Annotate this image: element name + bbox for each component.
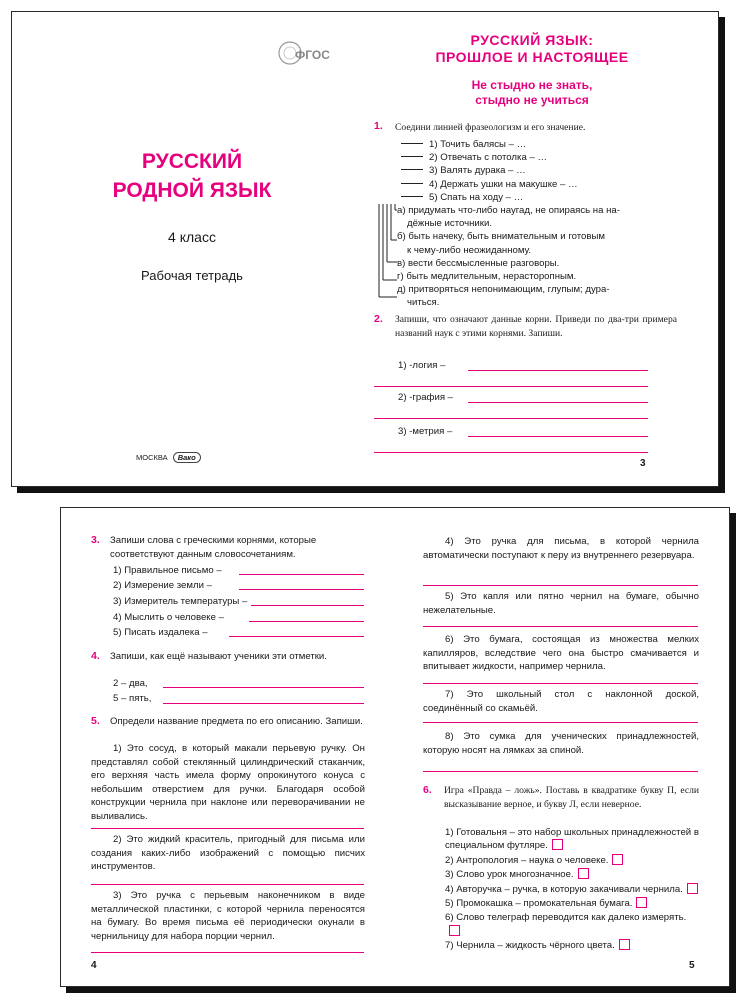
task6-statements	[445, 826, 701, 953]
meaning-item: б) быть начеку, быть внимательным и готовым	[397, 231, 605, 243]
answer-line[interactable]	[229, 636, 364, 637]
answer-line[interactable]	[423, 771, 698, 772]
answer-line[interactable]	[163, 703, 364, 704]
idiom-item: 4) Держать ушки на макушке – …	[401, 178, 578, 191]
answer-line[interactable]	[423, 626, 698, 627]
meaning-item: к чему-либо неожиданному.	[407, 244, 532, 256]
cover-title-line1: РУССКИЙ	[141, 150, 243, 173]
description-4: 4) Это ручка для письма, в которой чернила автоматически поступают к перу из внутреннего резервуара.	[423, 536, 699, 561]
meaning-item: читься.	[407, 297, 440, 309]
cover-subtitle: Рабочая тетрадь	[141, 268, 243, 283]
publisher-block	[136, 452, 201, 463]
idiom-item: 1) Точить балясы – …	[401, 138, 578, 151]
task5-description-2: 2) Это жидкий краситель, пригодный для письма или создания каких-либо изображений с помощью писчих инструментов.	[91, 834, 365, 872]
task1-number: 1.	[374, 120, 383, 132]
cover-title-line2: РОДНОЙ ЯЗЫК	[112, 179, 272, 202]
page5-number: 5	[689, 960, 695, 971]
task1-idioms	[401, 138, 578, 204]
task3-item: 2) Измерение земли –	[113, 580, 212, 591]
meaning-item: дёжные источники.	[407, 218, 492, 230]
statement-item: 4) Авторучка – ручка, в которую закачивали чернила.	[445, 883, 701, 896]
task6-text: Игра «Правда – ложь». Поставь в квадратике букву П, если высказывание верное, и букву Л, если неверное.	[444, 785, 699, 810]
answer-line[interactable]	[423, 683, 698, 684]
task3-item: 5) Писать издалека –	[113, 627, 208, 638]
page3-heading-line1: РУССКИЙ ЯЗЫК:	[470, 32, 594, 48]
task1-meanings	[397, 204, 620, 310]
page4-number: 4	[91, 960, 97, 971]
fgos-logo	[275, 36, 330, 75]
page3-number: 3	[640, 458, 646, 469]
answer-line[interactable]	[374, 418, 648, 419]
answer-checkbox[interactable]	[619, 939, 630, 950]
task3-number: 3.	[91, 534, 100, 546]
task5-description-1: 1) Это сосуд, в который макали перьевую ручку. Он представлял собой стеклянный цилиндрический стаканчик, его верхняя часть имела форму опрокинутого конуса с небольшим отверстием для ручки. Благодаря особой конструкции чернила при наклоне или переворачивании не выливались.	[91, 743, 365, 822]
idiom-item: 5) Спать на ходу – …	[401, 191, 578, 204]
cover-grade: 4 класс	[168, 229, 216, 245]
root-grafia: 2) -графия –	[398, 392, 454, 403]
description-8: 8) Это сумка для ученических принадлежностей, которую носят на лямках за спиной.	[423, 731, 699, 756]
task2-number: 2.	[374, 313, 383, 325]
answer-checkbox[interactable]	[687, 883, 698, 894]
answer-line[interactable]	[163, 687, 364, 688]
page3-subheading	[372, 78, 692, 108]
answer-checkbox[interactable]	[552, 839, 563, 850]
answer-line[interactable]	[239, 574, 364, 575]
answer-line[interactable]	[374, 386, 648, 387]
task3-text: Запиши слова с греческими корнями, которые соответствуют данным словосочетаниям.	[110, 535, 317, 560]
answer-checkbox[interactable]	[612, 854, 623, 865]
spread-cover-page3	[11, 11, 719, 487]
answer-checkbox[interactable]	[449, 925, 460, 936]
answer-line[interactable]	[91, 828, 364, 829]
publisher-logo: Вако	[173, 452, 201, 463]
idiom-item: 3) Валять дурака – …	[401, 164, 578, 177]
description-7: 7) Это школьный стол с наклонной доской, соединённый со скамьёй.	[423, 689, 699, 714]
answer-line[interactable]	[468, 402, 648, 403]
task5-number: 5.	[91, 715, 100, 727]
meaning-item: г) быть медлительным, нерасторопным.	[397, 271, 577, 283]
statement-item: 6) Слово телеграф переводится как далеко измерять.	[445, 911, 701, 938]
page3-heading-line2: ПРОШЛОЕ И НАСТОЯЩЕЕ	[435, 49, 629, 65]
task4-number: 4.	[91, 650, 100, 662]
description-6: 6) Это бумага, состоящая из множества мелких капилляров, вследствие чего она быстро смачивается и впитывает жидкости, например чернила.	[423, 634, 699, 672]
answer-line[interactable]	[91, 884, 364, 885]
description-5: 5) Это капля или пятно чернил на бумаге, обычно нежелательные.	[423, 591, 699, 616]
cover-title	[52, 147, 332, 205]
meaning-item: в) вести бессмысленные разговоры.	[397, 257, 560, 269]
task3-item: 1) Правильное письмо –	[113, 565, 222, 576]
answer-checkbox[interactable]	[578, 868, 589, 879]
task4-item: 5 – пять,	[113, 693, 152, 704]
answer-line[interactable]	[468, 370, 648, 371]
statement-item: 1) Готовальня – это набор школьных принадлежностей в специальном футляре.	[445, 827, 699, 852]
answer-checkbox[interactable]	[636, 897, 647, 908]
task3-item: 4) Мыслить о человеке –	[113, 612, 224, 623]
root-metria: 3) -метрия –	[398, 426, 453, 437]
page3-subheading-line1: Не стыдно не знать,	[471, 78, 593, 92]
meaning-item: д) притворяться непонимающим, глупым; дура-	[397, 284, 610, 296]
root-logia: 1) -логия –	[398, 360, 446, 371]
statement-item: 3) Слово урок многозначное.	[445, 868, 701, 881]
answer-line[interactable]	[249, 621, 364, 622]
answer-line[interactable]	[239, 589, 364, 590]
answer-line[interactable]	[468, 436, 648, 437]
answer-line[interactable]	[251, 605, 364, 606]
idiom-item: 2) Отвечать с потолка – …	[401, 151, 578, 164]
page3-subheading-line2: стыдно не учиться	[475, 93, 589, 107]
task5-text: Определи название предмета по его описанию. Запиши.	[110, 716, 363, 727]
task5-description-3: 3) Это ручка с перьевым наконечником в виде металлической пластинки, с которой чернила переносятся на бумагу. Во время письма её периодически окунали в чернильницу для набора порции чернил.	[91, 890, 365, 942]
task4-text: Запиши, как ещё называют ученики эти отметки.	[110, 651, 327, 662]
bracket-lines	[375, 202, 397, 302]
statement-item: 7) Чернила – жидкость чёрного цвета.	[445, 939, 701, 952]
task6-number: 6.	[423, 784, 432, 796]
answer-line[interactable]	[91, 952, 364, 953]
task4-item: 2 – два,	[113, 678, 148, 689]
statement-item: 5) Промокашка – промокательная бумага.	[445, 897, 701, 910]
page3-heading	[372, 32, 692, 66]
task2-text: Запиши, что означают данные корни. Приведи по два-три примера названий наук с этими корнями. Запиши.	[395, 314, 677, 339]
answer-line[interactable]	[423, 722, 698, 723]
statement-item: 2) Антропология – наука о человеке.	[445, 854, 701, 867]
task3-item: 3) Измеритель температуры –	[113, 596, 248, 607]
answer-line[interactable]	[423, 585, 698, 586]
spread-pages-4-5	[60, 507, 730, 987]
task1-text: Соедини линией фразеологизм и его значение.	[395, 122, 586, 133]
fgos-label: ФГОС	[295, 48, 330, 62]
meaning-item: а) придумать что-либо наугад, не опираясь на на-	[397, 205, 620, 216]
publisher-city: МОСКВА	[136, 453, 168, 462]
answer-line[interactable]	[374, 452, 648, 453]
